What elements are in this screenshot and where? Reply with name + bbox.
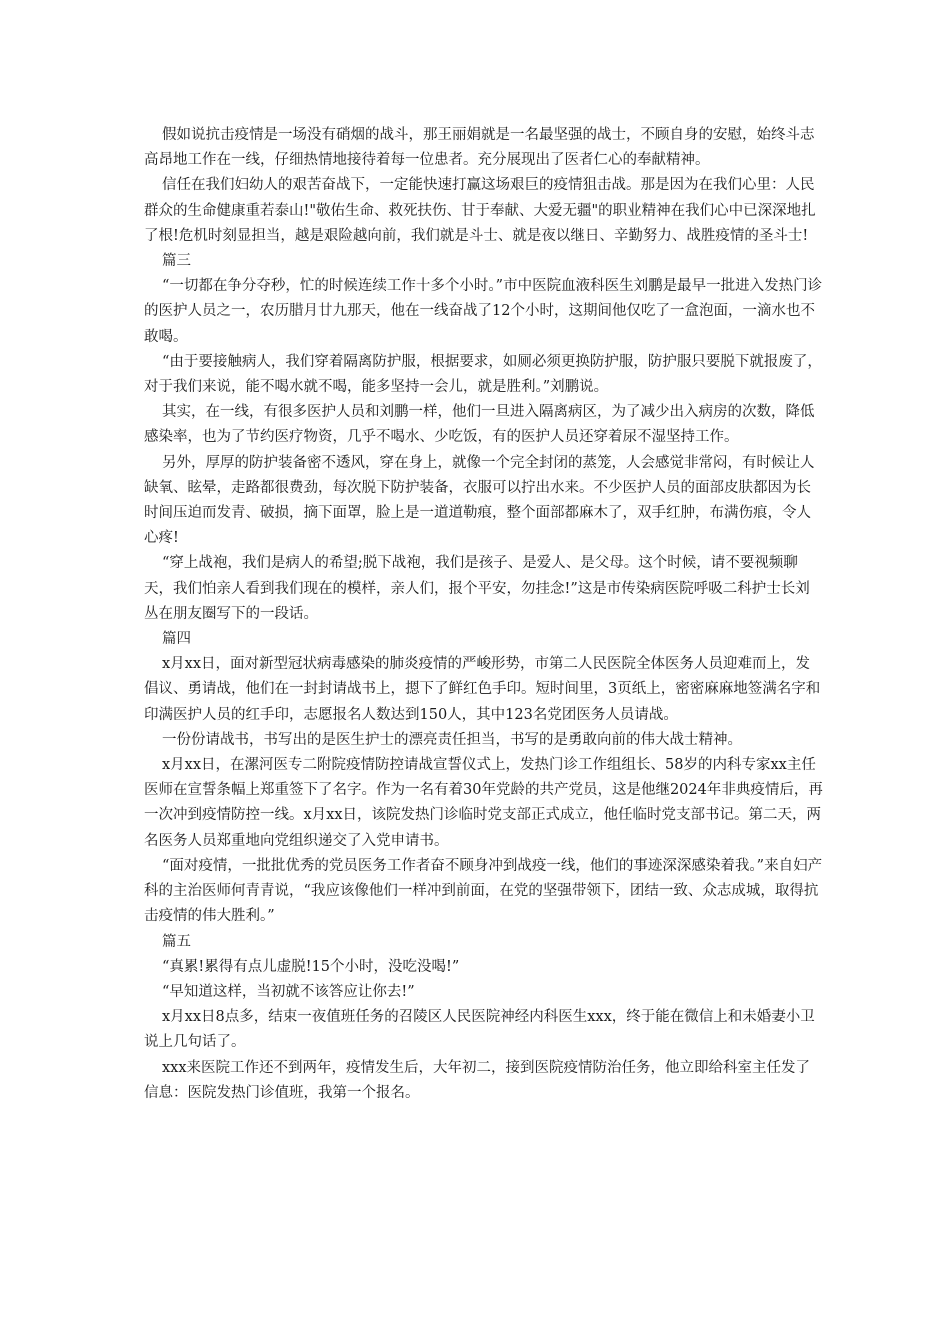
paragraph: x月xx日，在漯河医专二附院疫情防控请战宣誓仪式上，发热门诊工作组组长、58岁的内科专家xx主任医师在宣誓条幅上郑重签下了名字。作为一名有着30年党龄的共产党员，这是他继2024年非典疫情后，再一次冲到疫情防控一线。x月xx日，该院发热门诊临时党支部正式成立，他任临时党支部书记。第二天，两名医务人员郑重地向党组织递交了入党申请书。 xyxy=(144,757,823,849)
paragraph: “面对疫情，一批批优秀的党员医务工作者奋不顾身冲到战疫一线，他们的事迹深深感染着我。”来自妇产科的主治医师何青青说，“我应该像他们一样冲到前面，在党的坚强带领下，团结一致、众志成城，取得抗击疫情的伟大胜利。” xyxy=(144,857,823,925)
paragraph: x月xx日8点多，结束一夜值班任务的召陵区人民医院神经内科医生xxx，终于能在微信上和未婚妻小卫说上几句话了。 xyxy=(144,1009,815,1051)
paragraph: xxx来医院工作还不到两年，疫情发生后，大年初二，接到医院疫情防治任务，他立即给科室主任发了信息：医院发热门诊值班，我第一个报名。 xyxy=(144,1059,811,1101)
paragraph: 其实，在一线，有很多医护人员和刘鹏一样，他们一旦进入隔离病区，为了减少出入病房的次数，降低感染率，也为了节约医疗物资，几乎不喝水、少吃饭，有的医护人员还穿着尿不湿坚持工作。 xyxy=(144,404,815,446)
section-heading: 篇四 xyxy=(162,631,191,648)
paragraph: 假如说抗击疫情是一场没有硝烟的战斗，那王丽娟就是一名最坚强的战士，不顾自身的安慰，始终斗志高昂地工作在一线，仔细热情地接待着每一位患者。充分展现出了医者仁心的奉献精神。 xyxy=(144,127,815,169)
paragraph: “穿上战袍，我们是病人的希望;脱下战袍，我们是孩子、是爱人、是父母。这个时候，请不要视频聊天，我们怕亲人看到我们现在的模样，亲人们，报个平安，勿挂念!”这是市传染病医院呼吸二科护士长刘丛在朋友圈写下的一段话。 xyxy=(144,555,810,622)
paragraph: 信任在我们妇幼人的艰苦奋战下，一定能快速打赢这场艰巨的疫情狙击战。那是因为在我们心里：人民群众的生命健康重若泰山!"敬佑生命、救死扶伤、甘于奉献、大爱无疆"的职业精神在我们心中已深深地扎了根!危机时刻显担当，越是艰险越向前，我们就是斗士、就是夜以继日、辛勤努力、战胜疫情的圣斗士! xyxy=(144,177,816,244)
paragraph: 一份份请战书，书写出的是医生护士的漂亮责任担当，书写的是勇敢向前的伟大战士精神。 xyxy=(162,731,742,748)
paragraph: 另外，厚厚的防护装备密不透风，穿在身上，就像一个完全封闭的蒸笼，人会感觉非常闷，有时候让人缺氧、眩晕，走路都很费劲，每次脱下防护装备，衣服可以拧出水来。不少医护人员的面部皮肤都因为长时间压迫而发青、破损，摘下面罩，脸上是一道道勒痕，整个面部都麻木了，双手红肿，布满伤痕，令人心疼! xyxy=(144,454,815,547)
paragraph: “早知道这样，当初就不该答应让你去!” xyxy=(162,983,415,1000)
paragraph: x月xx日，面对新型冠状病毒感染的肺炎疫情的严峻形势，市第二人民医院全体医务人员迎难而上，发倡议、勇请战，他们在一封封请战书上，摁下了鲜红色手印。短时间里，3页纸上，密密麻麻地签满名字和印满医护人员的红手印，志愿报名人数达到150人，其中123名党团医务人员请战。 xyxy=(144,656,821,723)
document-body xyxy=(144,123,824,1106)
paragraph: “真累!累得有点儿虚脱!15个小时，没吃没喝!” xyxy=(162,958,460,975)
paragraph: “由于要接触病人，我们穿着隔离防护服，根据要求，如厕必须更换防护服，防护服只要脱下就报废了，对于我们来说，能不喝水就不喝，能多坚持一会儿，就是胜利。”刘鹏说。 xyxy=(144,353,822,396)
section-heading: 篇五 xyxy=(162,933,191,950)
paragraph: “一切都在争分夺秒，忙的时候连续工作十多个小时。”市中医院血液科医生刘鹏是最早一批进入发热门诊的医护人员之一，农历腊月廿九那天，他在一线奋战了12个小时，这期间他仅吃了一盒泡面，一滴水也不敢喝。 xyxy=(144,278,823,345)
section-heading: 篇三 xyxy=(162,253,191,270)
